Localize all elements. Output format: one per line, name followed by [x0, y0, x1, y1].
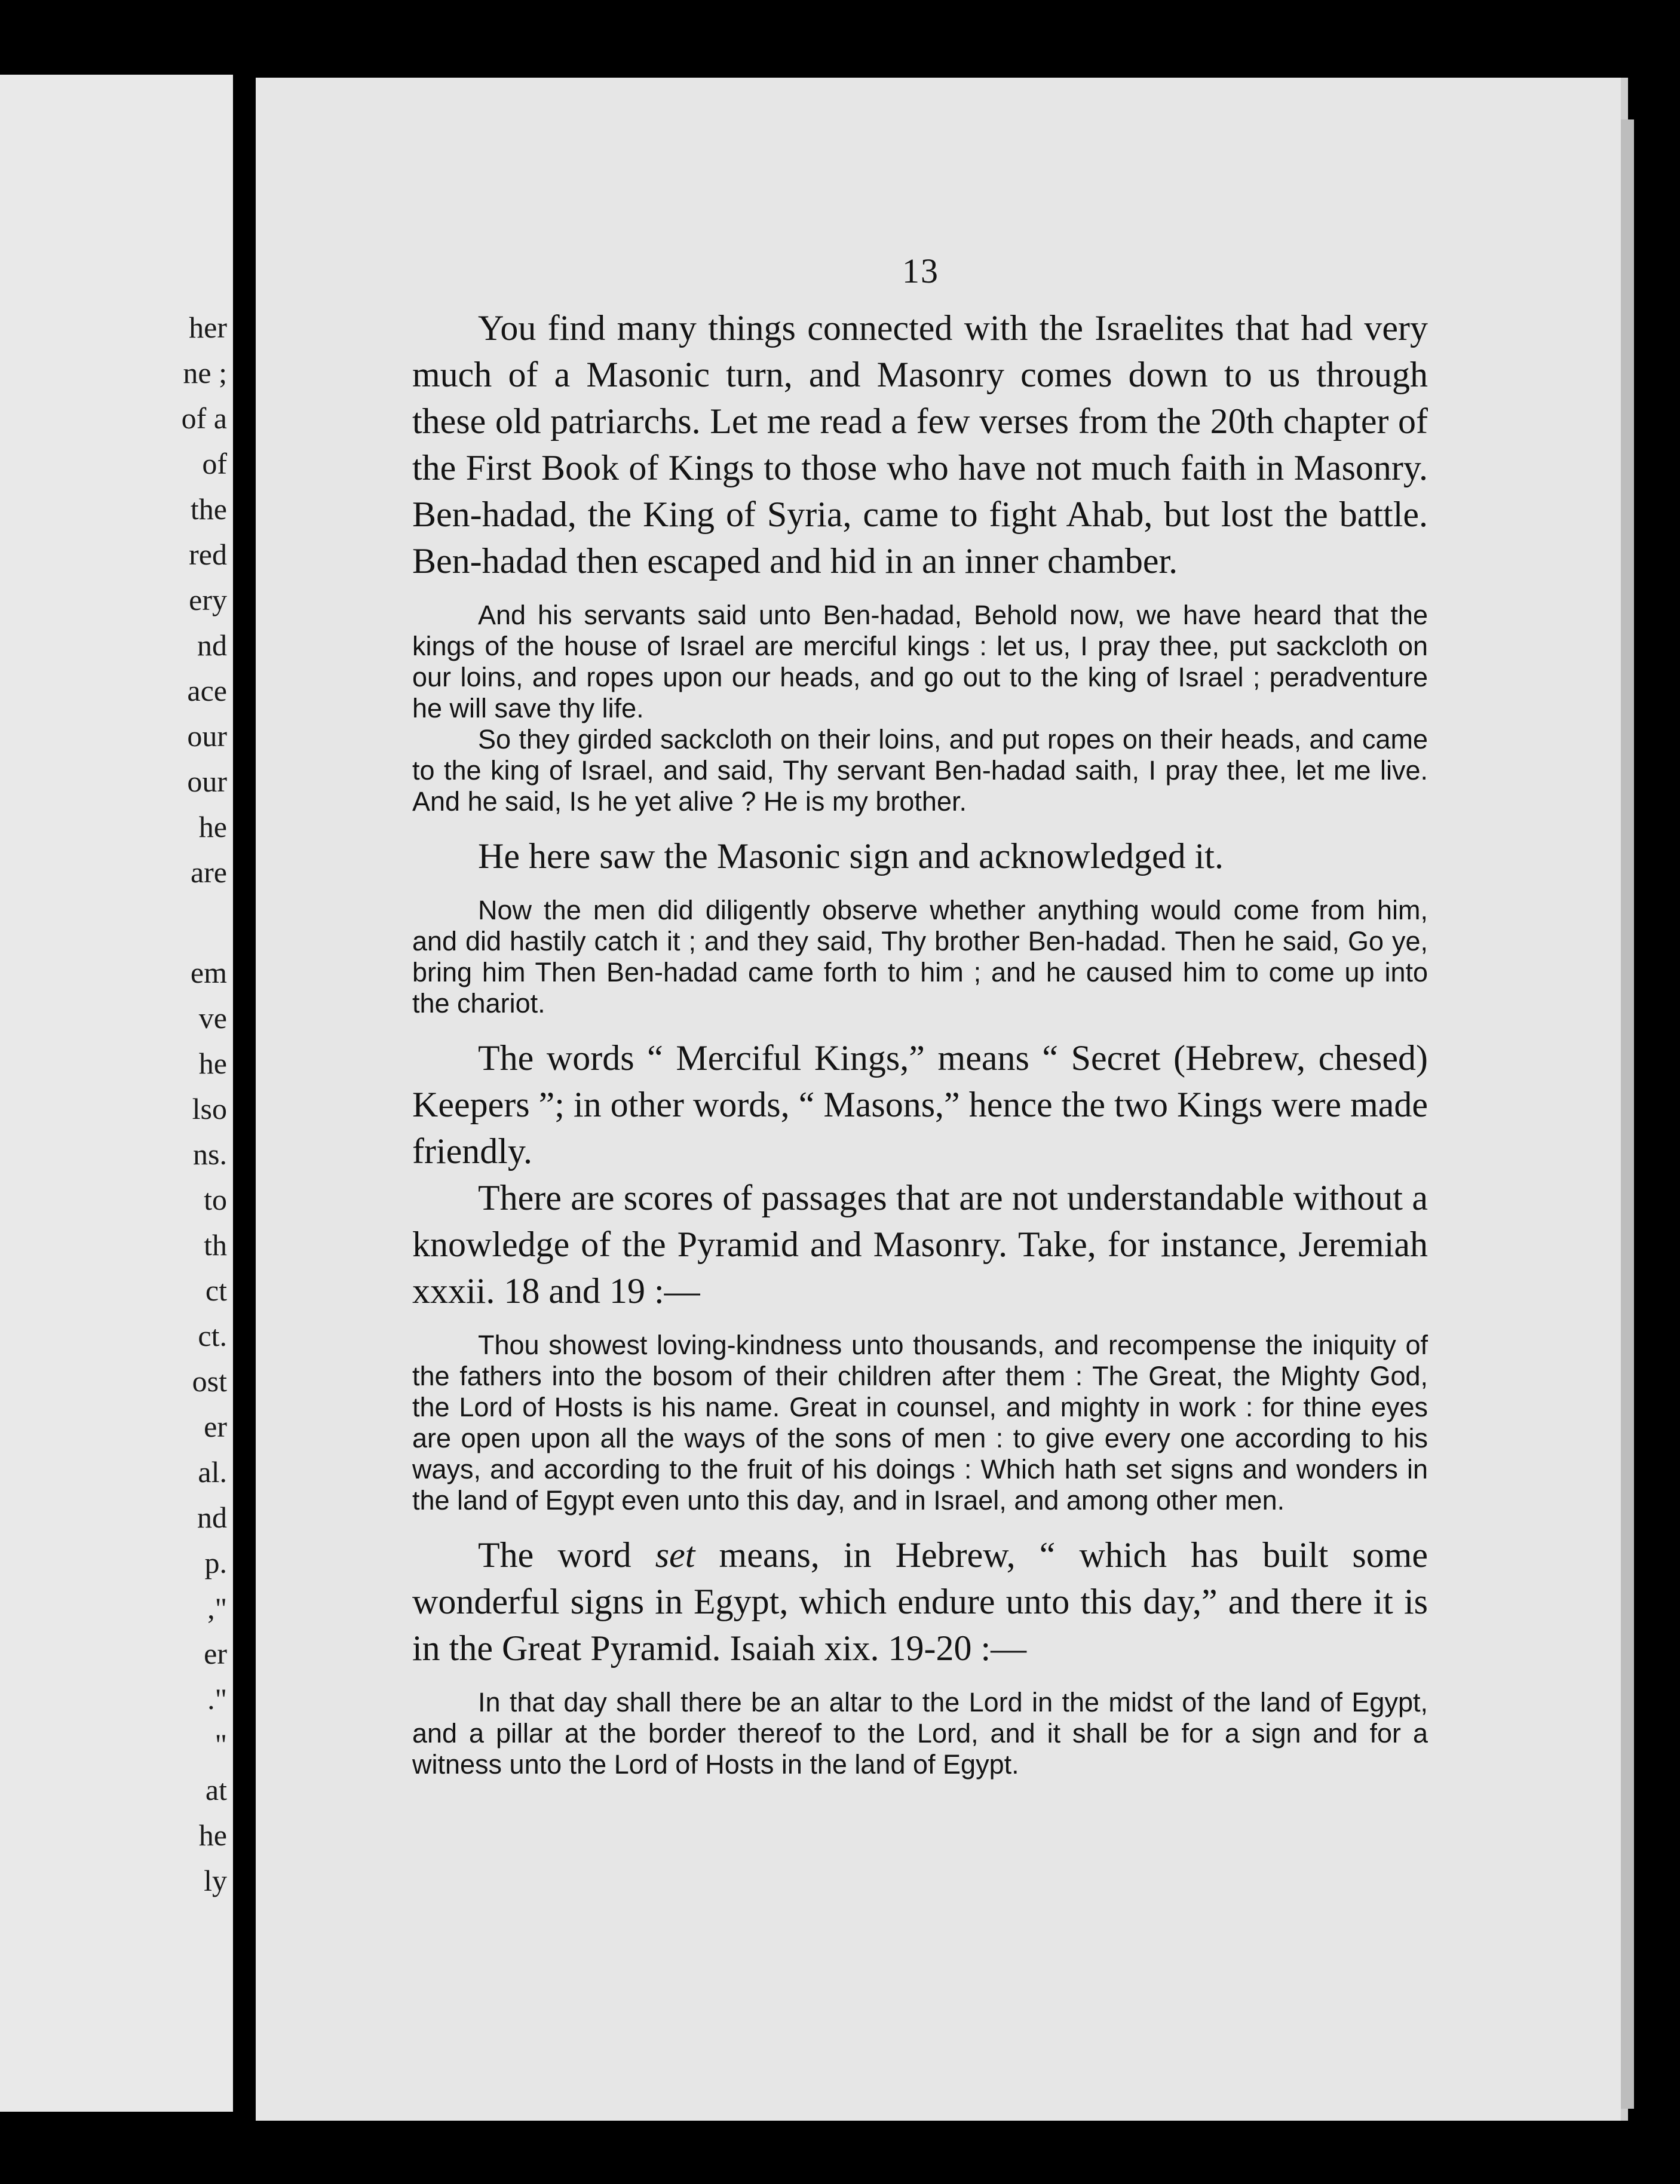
body-paragraph: He here saw the Masonic sign and acknowledged it.: [478, 836, 1224, 876]
fragment-line: our: [187, 719, 227, 753]
fragment-line: our: [187, 765, 227, 798]
fragment-line: of a: [181, 401, 227, 435]
fragment-line: the: [190, 492, 227, 526]
page-text: [412, 305, 1428, 1780]
fragment-line: ct.: [198, 1319, 227, 1352]
fragment-line: al.: [198, 1455, 227, 1489]
fragment-line: ne ;: [183, 356, 227, 389]
fragment-line: are: [190, 855, 227, 889]
italic-word: set: [655, 1535, 695, 1575]
fragment-line: th: [204, 1228, 227, 1262]
fragment-line: ct: [205, 1274, 227, 1307]
fragment-line: ace: [187, 674, 227, 707]
scripture-quote: And his servants said unto Ben-hadad, Behold now, we have heard that the kings of the house of Israel are merciful kings : let us, I pray thee, put sackcloth on our loins, and ropes upon our heads, and go out to the king of Israel ; peradventure he will save thy life.: [412, 600, 1428, 723]
scripture-quote: So they girded sackcloth on their loins, and put ropes on their heads, and came to the king of Israel, and said, Thy servant Ben-hadad saith, I pray thee, let me live. And he said, Is he yet alive ? He is my brother.: [412, 724, 1428, 817]
fragment-line: nd: [197, 1501, 227, 1534]
fragment-line: ve: [198, 1001, 227, 1035]
fragment-line: he: [198, 1818, 227, 1852]
fragment-line: ly: [204, 1864, 227, 1897]
fragment-line: he: [198, 810, 227, 843]
body-paragraph: There are scores of passages that are not understandable without a knowledge of the Pyramid and Masonry. Take, for instance, Jeremiah xxxii. 18 and 19 :—: [412, 1178, 1428, 1311]
fragment-line: er: [204, 1410, 227, 1443]
page-edge: [1621, 119, 1634, 2109]
fragment-line: em: [190, 956, 227, 989]
page-number: 13: [902, 251, 939, 290]
fragment-line: .": [207, 1682, 227, 1716]
fragment-line: ns.: [193, 1137, 227, 1171]
body-paragraph: The words “ Merciful Kings,” means “ Secret (Hebrew, chesed) Keepers ”; in other words, “ Masons,” hence the two Kings were made friendly.: [412, 1038, 1428, 1171]
fragment-line: to: [204, 1183, 227, 1216]
body-paragraph: [412, 1532, 1428, 1671]
fragment-line: red: [189, 538, 227, 571]
scripture-quote: Thou showest loving-kindness unto thousands, and recompense the iniquity of the fathers into the bosom of their children after them : The Great, the Mighty God, the Lord of Hosts is his name. Great in counsel, and mighty in work : for thine eyes are open upon all the ways of the sons of men : to give every one according to his ways, and according to the fruit of his doings : Which hath set signs and wonders in the land of Egypt even unto this day, and in Israel, and among other men.: [412, 1330, 1428, 1516]
fragment-line: ost: [192, 1364, 227, 1398]
scripture-quote: Now the men did diligently observe whether anything would come from him, and did hastily catch it ; and they said, Thy brother Ben-hadad. Then he said, Go ye, bring him Then Ben-hadad came forth to him ; and he caused him to come up into the chariot.: [412, 895, 1428, 1019]
fragment-line: ": [214, 1728, 227, 1761]
fragment-line: her: [189, 311, 227, 344]
scripture-quote: In that day shall there be an altar to the Lord in the midst of the land of Egypt, and a pillar at the border thereof to the Lord, and it shall be for a sign and for a witness unto the Lord of Hosts in the land of Egypt.: [412, 1687, 1428, 1780]
fragment-line: er: [204, 1637, 227, 1670]
body-paragraph: You find many things connected with the Israelites that had very much of a Masonic turn, and Masonry comes down to us through these old patriarchs. Let me read a few verses from the 20th chapter of the First Book of Kings to those who have not much faith in Masonry. Ben-hadad, the King of Syria, came to fight Ahab, but lost the battle. Ben-hadad then escaped and hid in an inner chamber.: [412, 308, 1428, 581]
fragment-line: p.: [204, 1546, 227, 1579]
fragment-line: he: [198, 1047, 227, 1080]
fragment-line: ery: [189, 583, 227, 616]
fragment-line: of: [202, 447, 227, 480]
fragment-line: ,": [207, 1591, 227, 1625]
previous-page-fragment: [0, 75, 233, 2112]
fragment-line: nd: [197, 628, 227, 662]
fragment-line: at: [205, 1773, 227, 1806]
book-gutter: [233, 66, 257, 2121]
text-run: means, in Hebrew, “ which has built some wonderful signs in Egypt, which endure unto this day,” and there it is in the Great Pyramid. Isaiah xix. 19-20 :—: [412, 1535, 1428, 1668]
text-run: The word: [478, 1535, 655, 1575]
fragment-line: lso: [192, 1092, 227, 1125]
